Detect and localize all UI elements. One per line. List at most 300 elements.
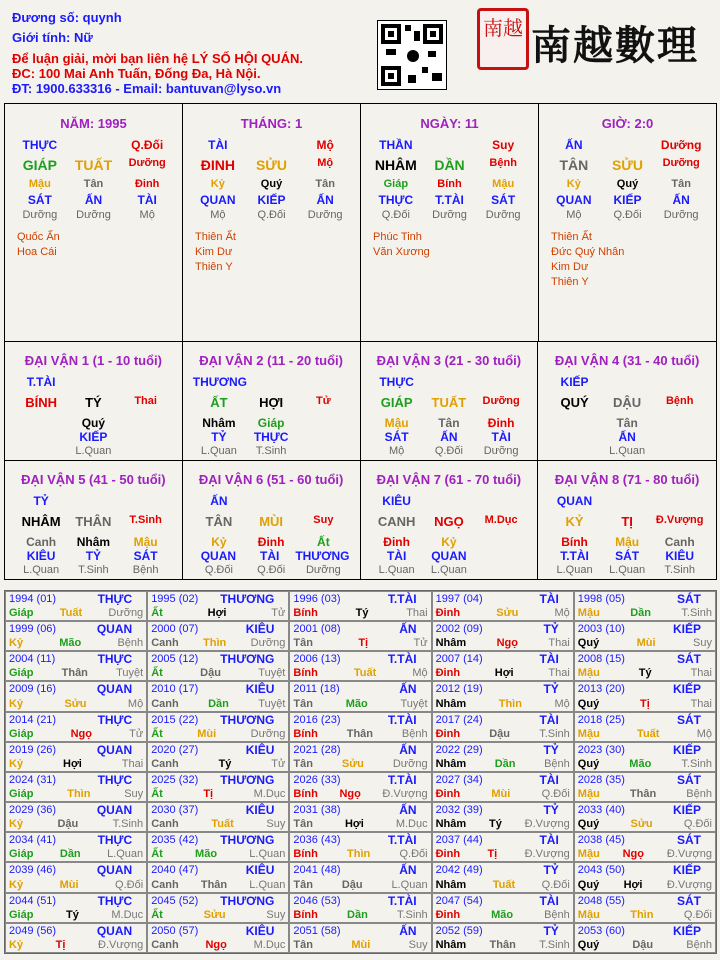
hidden-stage: Q.Đối	[434, 445, 463, 457]
year-stage: Mộ	[127, 697, 144, 710]
year-branch: Ngọ	[496, 637, 518, 650]
hidden-god	[297, 430, 349, 444]
year-pillar	[293, 698, 427, 710]
hidden-god: THỰC	[378, 193, 414, 207]
hidden-stage: Dưỡng	[22, 209, 58, 221]
year-stage: Suy	[408, 938, 428, 951]
year-label: 2025 (32)	[151, 773, 199, 786]
year-cell	[5, 893, 147, 923]
year-label: 2045 (52)	[151, 894, 199, 907]
year-god: T.TÀI	[387, 712, 417, 727]
year-god: ẤN	[399, 742, 417, 757]
year-pillar	[578, 667, 712, 679]
year-stage: Thai	[690, 667, 712, 680]
spacer	[653, 494, 706, 508]
year-stage: Suy	[693, 637, 712, 650]
heavenly-stem: TÂN	[205, 514, 233, 529]
pillar-0	[5, 104, 183, 341]
year-stage: T.Sinh	[681, 607, 712, 620]
pillar-1	[183, 104, 361, 341]
year-god: T.TÀI	[387, 592, 417, 606]
year-stem: Bính	[293, 788, 318, 801]
hidden-god: TỶ	[85, 549, 102, 563]
year-stem: Đinh	[435, 667, 461, 680]
year-god: KIÊU	[245, 863, 275, 878]
year-god: THỰC	[97, 893, 133, 908]
year-branch: Thìn	[630, 908, 654, 921]
year-branch: Tị	[55, 938, 66, 951]
hidden-stage: L.Quan	[200, 445, 237, 457]
year-stem: Kỷ	[9, 938, 24, 951]
year-god: THỰC	[97, 592, 133, 606]
year-stage: Thai	[548, 637, 570, 650]
pillar-title: THÁNG: 1	[240, 116, 303, 131]
year-pillar	[578, 909, 712, 921]
qr-code-icon	[377, 20, 447, 90]
year-stem: Đinh	[435, 848, 461, 861]
hidden-stem: Canh	[664, 535, 695, 549]
year-branch: Thân	[200, 878, 228, 891]
dai-van-cell	[361, 461, 539, 580]
hidden-stem	[297, 416, 349, 430]
life-stage: Dưỡng	[128, 157, 166, 169]
year-god: THƯƠNG	[220, 652, 275, 667]
hidden-stage: Dưỡng	[663, 209, 699, 221]
year-cell	[574, 681, 716, 711]
year-god: TÀI	[539, 833, 559, 848]
hidden-stem: Nhâm	[202, 416, 236, 430]
year-cell	[574, 591, 716, 621]
year-label: 2010 (17)	[151, 683, 199, 696]
year-branch: Dậu	[341, 878, 363, 891]
year-branch: Sửu	[64, 697, 87, 710]
dai-van-cell	[5, 342, 183, 461]
life-stage: T.Sinh	[129, 514, 162, 526]
year-branch: Sửu	[341, 757, 364, 770]
hidden-god: THƯƠNG	[295, 549, 350, 563]
year-god: TÀI	[539, 592, 559, 606]
hidden-stem: Đinh	[487, 416, 515, 430]
year-cell	[147, 923, 289, 953]
year-label: 1996 (03)	[293, 593, 341, 605]
hidden-god: SÁT	[27, 193, 52, 207]
hidden-stage: Bệnh	[132, 564, 159, 576]
hidden-stem	[653, 416, 706, 430]
hidden-stage: L.Quan	[378, 564, 415, 576]
pillar-god	[423, 138, 477, 152]
spacer	[297, 494, 349, 508]
star-item: Quốc Ấn	[17, 231, 60, 243]
year-label: 2021 (28)	[293, 743, 341, 756]
year-branch: Tị	[203, 788, 214, 801]
spacer	[247, 375, 298, 389]
year-cell	[147, 832, 289, 862]
year-god: KIÊU	[245, 923, 275, 938]
annual-luck-table	[4, 590, 717, 954]
hidden-stem: Kỷ	[211, 535, 227, 549]
year-stage: T.Sinh	[397, 908, 428, 921]
hidden-god: SÁT	[133, 549, 158, 563]
year-pillar	[9, 879, 143, 891]
year-cell	[147, 621, 289, 651]
year-label: 2039 (46)	[9, 864, 57, 877]
year-god: ẤN	[399, 682, 417, 697]
year-stem: Kỷ	[9, 757, 24, 770]
pillar-2	[361, 104, 539, 341]
year-god: THƯƠNG	[220, 712, 275, 727]
dai-van-title: ĐẠI VẬN 7 (61 - 70 tuổi)	[376, 472, 522, 487]
year-pillar	[151, 909, 285, 921]
year-god: TỶ	[543, 682, 559, 697]
year-label: 2013 (20)	[577, 683, 625, 696]
year-god: TÀI	[539, 652, 559, 667]
star-list	[373, 230, 430, 260]
year-cell	[289, 923, 431, 953]
hidden-stem	[120, 416, 172, 430]
spacer	[653, 375, 706, 389]
year-god: QUAN	[96, 803, 133, 818]
hidden-god: KIẾP	[79, 430, 108, 444]
year-cell	[5, 862, 147, 892]
star-item: Đức Quý Nhân	[551, 246, 625, 258]
year-pillar	[436, 788, 570, 800]
year-stage: Thai	[548, 667, 570, 680]
year-god: TỶ	[543, 622, 559, 637]
hidden-stage: L.Quan	[609, 445, 646, 457]
hidden-god: QUAN	[200, 549, 237, 563]
year-god: T.TÀI	[387, 833, 417, 848]
year-pillar	[293, 879, 427, 891]
hidden-stem: Mậu	[384, 416, 409, 430]
year-branch: Tị	[640, 697, 650, 710]
year-label: 2023 (30)	[577, 743, 625, 756]
heavenly-stem: NHÂM	[21, 514, 61, 529]
life-stage: Suy	[313, 514, 334, 526]
year-stage: L.Quan	[249, 848, 286, 861]
year-pillar	[578, 758, 712, 770]
dai-van-title: ĐẠI VẬN 8 (71 - 80 tuổi)	[554, 472, 700, 487]
year-god: TỶ	[543, 742, 559, 757]
year-god: KIÊU	[245, 803, 275, 818]
hidden-god	[653, 430, 706, 444]
dai-van-cell	[361, 342, 539, 461]
earthly-branch: SỬU	[611, 157, 644, 173]
year-god: THỰC	[97, 652, 133, 667]
hidden-god: T.TÀI	[435, 193, 464, 207]
year-pillar	[436, 637, 570, 649]
hidden-stem: Đinh	[257, 535, 285, 549]
hidden-stage: Mộ	[139, 209, 155, 221]
pillar-god: THẦN	[379, 138, 413, 152]
year-cell	[289, 893, 431, 923]
year-god: KIÊU	[245, 742, 275, 757]
year-pillar	[151, 728, 285, 740]
star-list	[551, 230, 624, 290]
year-stem: Đinh	[435, 908, 461, 921]
earthly-branch: NGỌ	[434, 514, 464, 529]
year-god: THƯƠNG	[220, 833, 275, 848]
spacer	[475, 375, 527, 389]
year-stage: Đ.Vượng	[666, 848, 712, 861]
year-cell	[432, 923, 574, 953]
pillar-title: NĂM: 1995	[60, 116, 127, 131]
year-label: 2046 (53)	[293, 894, 341, 907]
year-pillar	[9, 607, 143, 619]
year-branch: Mùi	[636, 637, 656, 650]
year-stage: Mộ	[696, 727, 712, 740]
year-stage: M.Dục	[395, 818, 428, 831]
hidden-god: T.TÀI	[560, 549, 589, 563]
year-branch: Tuất	[353, 667, 377, 680]
hidden-stem: Bính	[561, 535, 588, 549]
year-label: 2018 (25)	[577, 713, 625, 726]
gender: Giới tính: Nữ	[12, 30, 93, 45]
year-pillar	[9, 788, 143, 800]
year-stem: Kỷ	[9, 697, 24, 710]
dai-van-title: ĐẠI VẬN 4 (31 - 40 tuổi)	[554, 353, 700, 368]
year-cell	[289, 772, 431, 802]
year-cell	[574, 923, 716, 953]
star-list	[195, 230, 236, 275]
hidden-stem: Mậu	[492, 178, 515, 190]
year-stage: Thai	[690, 697, 712, 710]
hidden-stage: T.Sinh	[664, 564, 695, 576]
hidden-god: THỰC	[253, 430, 289, 444]
year-stage: Bệnh	[686, 788, 712, 801]
year-label: 2043 (50)	[577, 864, 625, 877]
year-branch: Tý	[218, 757, 232, 770]
hidden-god	[475, 549, 527, 563]
hidden-stem: Quý	[260, 178, 283, 190]
year-label: 2028 (35)	[577, 773, 625, 786]
hidden-god: KIÊU	[665, 549, 695, 563]
hidden-god: KIẾP	[613, 193, 642, 207]
year-stage: Bệnh	[686, 938, 712, 951]
year-branch: Tuất	[492, 878, 516, 891]
year-stage: Thai	[121, 757, 144, 770]
pillar-god: ẤN	[565, 138, 583, 152]
year-branch: Tý	[66, 908, 79, 921]
year-god: ẤN	[399, 863, 417, 878]
hidden-stem: Tân	[315, 178, 335, 190]
year-god: THỰC	[97, 772, 133, 787]
hidden-god: KIẾP	[257, 193, 286, 207]
year-pillar	[293, 909, 427, 921]
year-branch: Hợi	[207, 607, 227, 620]
earthly-branch: MÙI	[259, 514, 284, 529]
dai-van-title: ĐẠI VẬN 3 (21 - 30 tuổi)	[376, 353, 522, 368]
year-stage: Tử	[271, 757, 286, 770]
heavenly-stem: KỶ	[565, 514, 584, 529]
hidden-god: TỶ	[211, 430, 227, 444]
year-label: 2009 (16)	[9, 683, 57, 696]
year-cell	[432, 742, 574, 772]
year-pillar	[293, 848, 427, 860]
hidden-god	[15, 430, 67, 444]
hidden-god: QUAN	[200, 193, 236, 207]
year-stage: M.Dục	[111, 908, 144, 921]
year-branch: Thân	[346, 727, 373, 740]
year-stem: Nhâm	[435, 818, 467, 831]
hidden-stem	[475, 535, 527, 549]
year-god: THƯƠNG	[220, 893, 275, 908]
life-stage: Bệnh	[489, 157, 517, 169]
year-label: 2005 (12)	[151, 653, 199, 666]
year-stage: L.Quan	[249, 878, 286, 891]
hidden-stage: Q.Đối	[257, 209, 286, 221]
year-cell	[5, 923, 147, 953]
year-cell	[574, 621, 716, 651]
year-god: TỶ	[543, 863, 559, 878]
year-pillar	[436, 607, 570, 619]
year-cell	[147, 893, 289, 923]
year-label: 2015 (22)	[151, 713, 199, 726]
earthly-branch: TÝ	[85, 395, 102, 410]
year-stem: Canh	[151, 818, 179, 831]
hidden-stem: Đinh	[383, 535, 410, 549]
year-branch: Tuất	[59, 607, 83, 620]
star-item: Thiên Ất	[551, 231, 592, 243]
year-stem: Ất	[151, 908, 163, 921]
year-label: 2053 (60)	[577, 924, 625, 937]
hidden-stem: Đinh	[134, 178, 160, 190]
year-stem: Bính	[293, 727, 318, 740]
year-god: T.TÀI	[387, 652, 417, 667]
hidden-stage: Q.Đối	[613, 209, 642, 221]
hidden-god: TÀI	[491, 430, 511, 444]
year-stem: Canh	[151, 938, 179, 951]
year-branch: Thân	[629, 788, 657, 801]
year-branch: Ngọ	[622, 848, 644, 861]
heavenly-stem: ĐINH	[200, 157, 235, 173]
year-label: 2007 (14)	[435, 653, 483, 666]
heavenly-stem: BÍNH	[25, 395, 58, 410]
hidden-stage: L.Quan	[75, 445, 112, 457]
year-label: 2011 (18)	[293, 683, 340, 696]
earthly-branch: THÂN	[75, 514, 112, 529]
year-cell	[147, 862, 289, 892]
year-label: 2024 (31)	[9, 773, 57, 786]
star-item: Kim Dư	[551, 261, 589, 273]
year-stem: Ất	[151, 607, 163, 620]
year-pillar	[436, 909, 570, 921]
year-branch: Thân	[61, 667, 88, 680]
address-line: ĐC: 100 Mai Anh Tuấn, Đống Đa, Hà Nội.	[12, 66, 261, 81]
year-branch: Ngọ	[339, 788, 361, 801]
year-god: TỶ	[543, 923, 559, 938]
year-pillar	[151, 939, 285, 951]
year-stem: Nhâm	[435, 878, 467, 891]
year-pillar	[293, 607, 427, 619]
year-branch: Dần	[59, 848, 81, 861]
year-label: 2026 (33)	[293, 773, 341, 786]
year-pillar	[151, 848, 285, 860]
life-stage: Mộ	[317, 157, 334, 169]
life-stage: Dưỡng	[482, 395, 520, 407]
pillar-god: Q.Đối	[131, 138, 164, 152]
year-stage: Suy	[266, 818, 286, 831]
year-branch: Tý	[355, 607, 369, 620]
year-pillar	[9, 728, 143, 740]
year-cell	[289, 681, 431, 711]
year-cell	[147, 712, 289, 742]
year-pillar	[9, 637, 143, 649]
year-stem: Giáp	[9, 667, 34, 680]
dai-van-god: KIÊU	[382, 494, 411, 508]
hidden-god: KIÊU	[26, 549, 56, 563]
year-pillar	[293, 788, 427, 800]
star-item: Văn Xương	[373, 246, 430, 258]
year-branch: Sửu	[203, 908, 226, 921]
year-god: T.TÀI	[387, 772, 417, 787]
spacer	[245, 494, 297, 508]
earthly-branch: DẦN	[434, 157, 465, 173]
year-label: 2030 (37)	[151, 804, 199, 817]
year-god: SÁT	[676, 772, 701, 787]
year-stem: Giáp	[9, 788, 34, 801]
year-stem: Ất	[151, 788, 163, 801]
year-stage: Tuyệt	[116, 667, 144, 680]
hidden-stage: T.Sinh	[255, 445, 287, 457]
dai-van-cell	[538, 342, 716, 461]
hidden-stage	[475, 564, 527, 576]
star-list	[17, 230, 60, 260]
year-god: TÀI	[539, 893, 559, 908]
year-branch: Hợi	[344, 818, 364, 831]
dai-van-title: ĐẠI VẬN 1 (1 - 10 tuổi)	[24, 353, 162, 368]
year-cell	[147, 742, 289, 772]
year-branch: Dần	[630, 607, 651, 620]
dai-van-god: ẤN	[210, 494, 228, 508]
life-stage: Bệnh	[665, 395, 694, 407]
year-pillar	[436, 939, 570, 951]
year-label: 2036 (43)	[293, 834, 341, 847]
year-cell	[147, 681, 289, 711]
year-label: 2029 (36)	[9, 804, 57, 817]
year-pillar	[293, 818, 427, 830]
year-label: 2032 (39)	[435, 804, 483, 817]
year-stage: Đ.Vượng	[524, 818, 570, 831]
year-stem: Quý	[577, 637, 600, 650]
year-cell	[5, 591, 147, 621]
star-item: Hoa Cái	[17, 246, 57, 258]
year-god: QUAN	[96, 622, 133, 637]
year-god: THỰC	[97, 712, 133, 727]
year-cell	[574, 832, 716, 862]
year-cell	[574, 772, 716, 802]
year-pillar	[578, 848, 712, 860]
year-god: ẤN	[399, 622, 417, 637]
year-branch: Tị	[358, 637, 369, 650]
hidden-stage: T.Sinh	[78, 564, 109, 576]
year-pillar	[578, 728, 712, 740]
year-label: 2027 (34)	[435, 773, 483, 786]
hidden-stage: Q.Đối	[257, 564, 286, 576]
year-pillar	[293, 667, 427, 679]
year-cell	[289, 591, 431, 621]
year-stem: Nhâm	[435, 757, 467, 770]
year-stage: T.Sinh	[539, 727, 570, 740]
year-label: 2044 (51)	[9, 894, 57, 907]
year-cell	[5, 681, 147, 711]
year-stage: T.Sinh	[681, 757, 712, 770]
hidden-god: ẤN	[672, 193, 690, 207]
year-label: 2047 (54)	[435, 894, 483, 907]
year-pillar	[578, 879, 712, 891]
hidden-god: QUAN	[431, 549, 467, 563]
hidden-stage: L.Quan	[430, 564, 467, 576]
hidden-stem: Mậu	[615, 535, 640, 549]
